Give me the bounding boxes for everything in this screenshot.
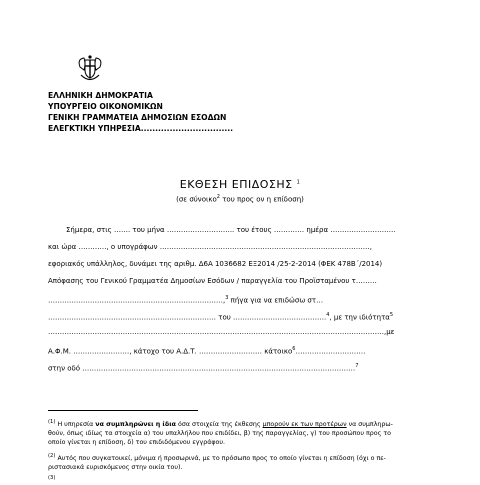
footnote-3-num: (3) [48, 475, 56, 481]
body-line-street-text: στην οδό ……………………………………………………………………………………………………… [48, 364, 356, 373]
footnote-2 [48, 452, 433, 472]
document-subtitle [0, 194, 480, 203]
footnote-2-line-2: ριστασιακά ευρισκόμενος στην οικία του). [48, 464, 183, 472]
footnote-ref-5: 5 [389, 312, 394, 318]
footnote-1-text-e: να συμπληρω- [346, 421, 393, 429]
footnote-separator [48, 410, 198, 411]
report-body [48, 226, 433, 376]
body-line-recipient-text: πήγα για να επιδώσω στ… [228, 296, 324, 305]
body-line-recipient [48, 294, 323, 305]
footnote-1-line-2: θούν, όπως ιδίως τα στοιχεία α) του υπαλλήλου που επιδίδει, β) της παραγγελίας, γ) του προσώπου προς το [48, 430, 391, 438]
document-title-text: ΕΚΘΕΣΗ ΕΠΙΔΟΣΗΣ [179, 178, 293, 191]
body-line-recipient-blank: …………………………………………………………………, [48, 296, 226, 305]
subtitle-pre: (σε σύνοικο [176, 195, 217, 204]
body-line-tax-id-blank: ………………………… [295, 347, 366, 356]
body-line-date: Σήμερα, στις ……. του μήνα ……………………….. του έτους …………. ημέρα ………………………. [66, 226, 396, 234]
document-title [0, 178, 480, 191]
footnote-ref-3: 3 [225, 295, 229, 301]
body-line-capacity-text: , με την ιδιότητα [329, 313, 390, 322]
footnote-ref-6: 6 [292, 346, 296, 352]
issuing-authority-header [48, 90, 233, 134]
footnote-1 [48, 418, 433, 447]
body-line-blank: ………………………………………………………………………………………………………………………………,με [48, 328, 395, 336]
body-line-time-officer: και ώρα …………, ο υπογράφων ………………………………………………………………………………, [48, 243, 373, 251]
title-footnote-ref: 1 [296, 179, 301, 186]
header-republic: ΕΛΛΗΝΙΚΗ ΔΗΜΟΚΡΑΤΙΑ [48, 91, 153, 100]
body-line-decision: Απόφασης του Γενικού Γραμματέα Δημοσίων Εσόδων / παραγγελία του Προϊσταμένου τ……… [48, 277, 377, 285]
footnote-2-line-1: Αυτός που συγκατοικεί, μόνιμα ή προσωρινά, με το πρόσωπο προς το οποίο γίνεται η επίδοση (όχι ο πε- [55, 455, 386, 463]
footnote-1-text-a: Η υπηρεσία [55, 421, 96, 429]
body-line-capacity-blank: ……………………………………………………………… του …………………………………. [48, 313, 327, 322]
footnote-2-num: (2) [48, 453, 56, 459]
footnote-ref-4: 4 [326, 312, 330, 318]
footnote-1-underlined: μπορούν εκ των προτέρων [262, 421, 347, 429]
header-general-secretariat: ΓΕΝΙΚΗ ΓΡΑΜΜΑΤΕΙΑ ΔΗΜΟΣΙΩΝ ΕΣΟΔΩΝ [48, 113, 227, 122]
body-line-street [48, 362, 358, 373]
body-line-capacity [48, 311, 393, 322]
footnote-1-line-3: οποίο γίνεται η επίδοση, δ) του επιδιδόμενου εγγράφου. [48, 439, 226, 447]
footnote-1-num: (1) [48, 419, 56, 425]
body-line-authorization: εφοριακός υπάλληλος, δυνάμει της αριθμ. Δ6Α 1036682 ΕΞ2014 /25-2-2014 (ΦΕΚ 478Β΄/2014) [48, 260, 383, 268]
header-ministry: ΥΠΟΥΡΓΕΙΟ ΟΙΚΟΝΟΜΙΚΩΝ [48, 102, 163, 111]
subtitle-footnote-ref: 2 [216, 194, 220, 200]
footnote-1-bold: να συμπληρώνει η ίδια [95, 421, 176, 429]
body-line-tax-id-text: Α.Φ.Μ. ……………………, κάτοχο του Α.Δ.Τ. ……………………… κάτοικο [48, 347, 293, 356]
header-audit-service: ΕΛΕΓΚΤΙΚΗ ΥΠΗΡΕΣΙΑ................................ [48, 124, 234, 133]
footnote-ref-7: 7 [355, 363, 359, 369]
greek-coat-of-arms-emblem [75, 54, 105, 84]
body-line-tax-id [48, 345, 365, 356]
footnote-1-text-c: όσα στοιχεία της έκθεσης [175, 421, 263, 429]
subtitle-post: του προς ον η επίδοση) [219, 195, 304, 204]
